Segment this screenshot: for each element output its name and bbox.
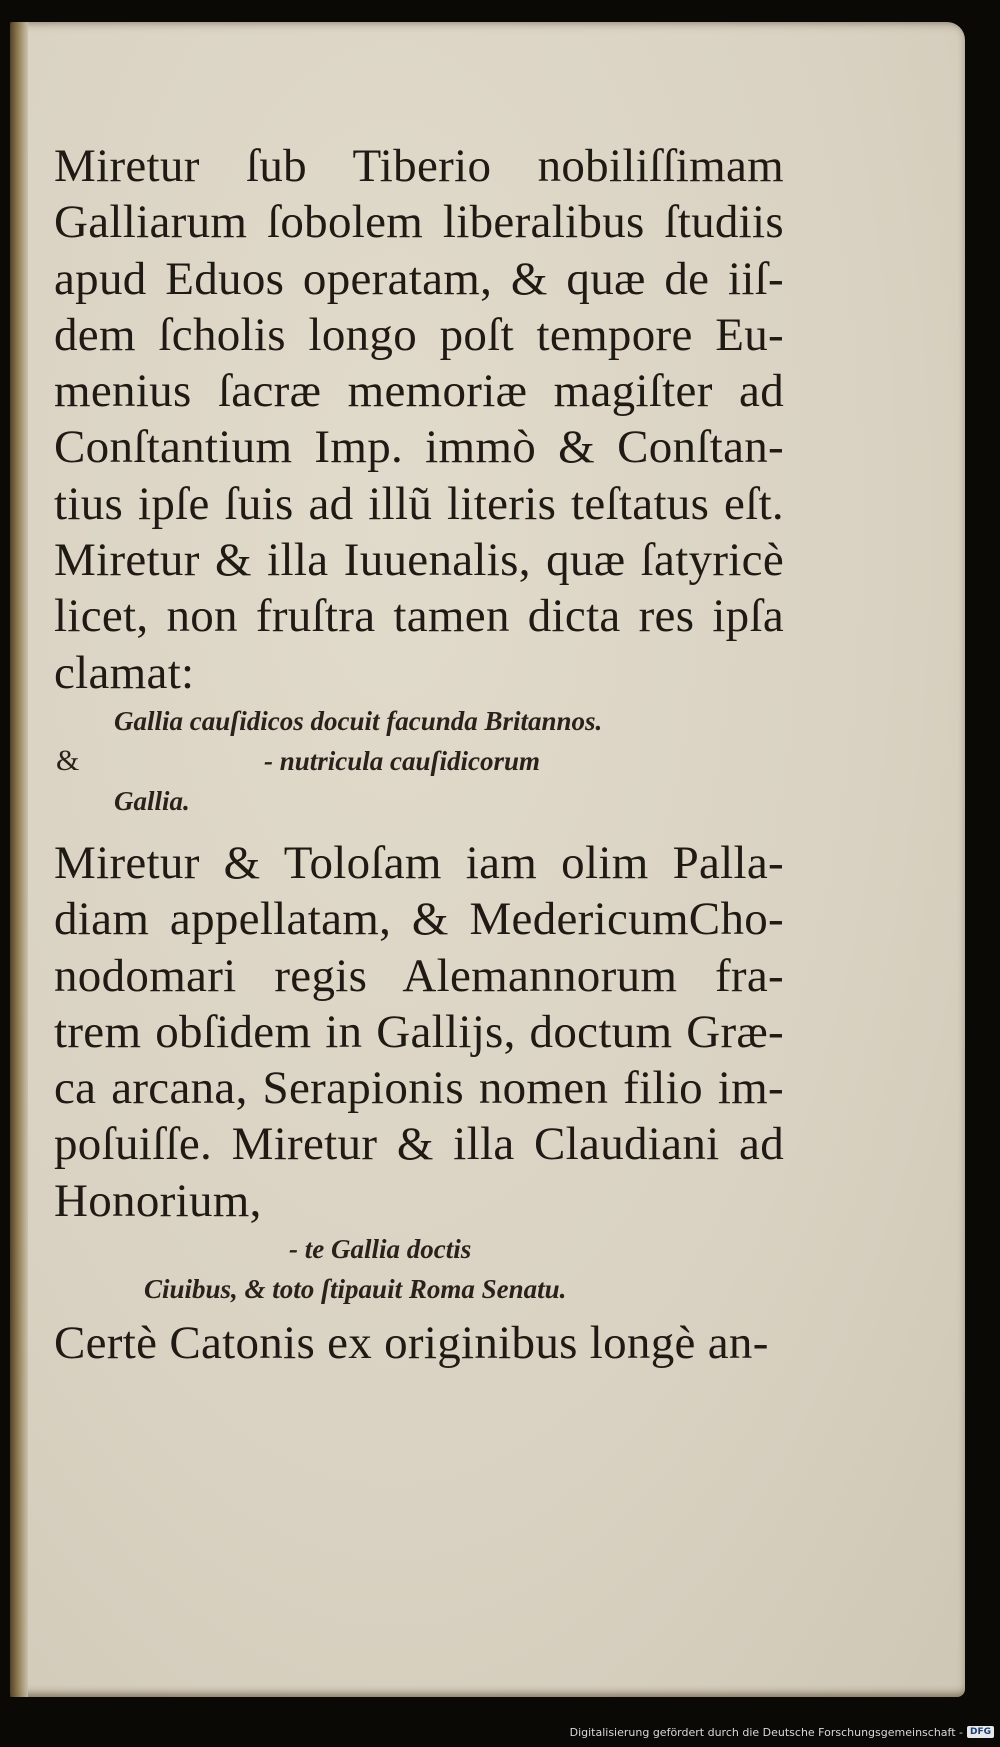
page-text (54, 138, 784, 1371)
text-line: trem obſidem in Gallijs, doctum Græ- (54, 1005, 784, 1058)
verse-quote-juvenal-line3: Gallia. (114, 785, 190, 816)
text-line: Galliarum ſobolem liberalibus ſtudiis (54, 196, 784, 249)
text-line: licet, non fruſtra tamen dicta res ipſa (54, 590, 784, 643)
text-line: poſuiſſe. Miretur & illa Claudiani ad (54, 1118, 784, 1171)
text-line: Conſtantium Imp. immò & Conſtan- (54, 421, 784, 474)
text-line: Miretur ſub Tiberio nobiliſſimam (54, 140, 784, 192)
text-line: Honorium, (54, 1174, 262, 1227)
verse-quote-juvenal-line2 (54, 741, 784, 781)
text-line: ca arcana, Serapionis nomen filio im- (54, 1062, 784, 1115)
ampersand: & (56, 743, 80, 777)
credit-text: Digitalisierung gefördert durch die Deutsche Forschungsgemeinschaft - (569, 1725, 963, 1739)
verse-quote-juvenal-line1: Gallia cauſidicos docuit facunda Britannos. (114, 705, 603, 736)
text-line: diam appellatam, & MedericumCho- (54, 893, 784, 946)
text-line: menius ſacræ memoriæ magiſter ad (54, 365, 784, 418)
verse-fragment: - nutricula cauſidicorum (264, 745, 541, 776)
text-line: clamat: (54, 646, 195, 699)
page-binding-edge (10, 22, 28, 1697)
text-line: dem ſcholis longo poſt tempore Eu- (54, 308, 784, 361)
text-line: nodomari regis Alemannorum fra- (54, 949, 784, 1002)
text-line: apud Eduos operatam, & quæ de iiſ- (54, 252, 784, 305)
verse-quote-claudian-line1: - te Gallia doctis (289, 1234, 472, 1265)
text-line: Miretur & Toloſam iam olim Palla- (54, 836, 784, 889)
verse-quote-claudian-line2: Ciuibus, & toto ſtipauit Roma Senatu. (144, 1274, 567, 1305)
digitization-credit (570, 1723, 994, 1741)
catchline: Certè Catonis ex originibus longè an- (54, 1317, 769, 1370)
text-line: Miretur & illa Iuuenalis, quæ ſatyricè (54, 534, 784, 587)
text-line: tius ipſe ſuis ad illũ literis teſtatus eſt. (54, 477, 784, 530)
dfg-logo: DFG (967, 1726, 994, 1738)
